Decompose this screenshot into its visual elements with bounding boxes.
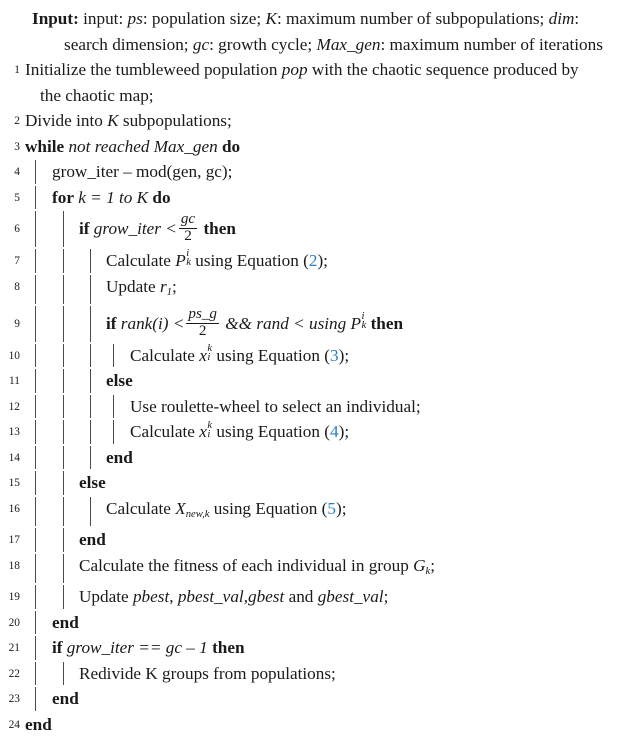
line-number: 17 <box>8 534 20 547</box>
subscript: new,k <box>185 508 210 520</box>
subscript: i <box>207 352 211 364</box>
line-text: grow_iter – mod(gen, gc); <box>52 162 233 181</box>
algorithm-line-21 <box>0 635 622 661</box>
line-text <box>0 274 622 305</box>
fraction-gc-over-2 <box>179 212 197 244</box>
superscript: i <box>361 311 365 323</box>
superscript: i <box>186 248 190 260</box>
line-number: 10 <box>8 349 20 362</box>
t: ; <box>430 555 436 575</box>
t: using Equation ( <box>209 498 328 518</box>
t: Calculate the fitness of each individual in group <box>79 555 414 575</box>
t: Calculate <box>106 251 176 270</box>
var-P-indices <box>361 311 367 334</box>
t: ); <box>336 498 347 518</box>
kw-end: end <box>25 714 52 734</box>
var-x: x <box>199 422 207 442</box>
line-text <box>0 210 622 248</box>
algorithm-line-15 <box>0 470 622 496</box>
cond-rank: rank(i) < <box>120 313 185 333</box>
t: Divide into <box>25 111 108 130</box>
fraction-denominator: 2 <box>186 323 219 340</box>
algorithm-line-4 <box>0 159 622 185</box>
t: using Equation ( <box>212 422 330 442</box>
t: ; <box>383 587 389 607</box>
algorithm-line-2 <box>0 108 622 134</box>
kw-if: if <box>79 219 90 238</box>
param-dim: dim <box>548 9 575 28</box>
input-text-2: : population size; <box>142 9 266 28</box>
line-number: 3 <box>14 140 20 153</box>
param-gc: gc <box>192 34 210 54</box>
subscript: k <box>186 257 191 269</box>
line-text <box>0 584 622 610</box>
line-number: 9 <box>14 317 20 330</box>
t: subpopulations; <box>118 111 232 130</box>
var-r: r <box>159 276 167 296</box>
input-text-6: : growth cycle; <box>209 34 317 54</box>
t: Update <box>79 587 133 607</box>
kw-end: end <box>52 689 79 709</box>
kw-if: if <box>106 313 117 333</box>
algorithm-line-10 <box>0 343 622 369</box>
line-text <box>0 445 622 471</box>
kw-do: do <box>152 187 171 207</box>
algorithm-line-20 <box>0 610 622 636</box>
algorithm-line-12 <box>0 394 622 420</box>
t: using Equation ( <box>212 345 330 365</box>
t: ); <box>317 251 328 270</box>
cond-grow-iter: grow_iter < <box>93 219 177 238</box>
t: Calculate <box>106 498 176 518</box>
superscript: k <box>207 419 213 431</box>
algorithm-line-14 <box>0 445 622 471</box>
equation-ref-5[interactable]: 5 <box>327 498 336 518</box>
kw-end: end <box>52 612 79 632</box>
line-text <box>0 305 622 343</box>
equation-ref-4[interactable]: 4 <box>330 422 339 442</box>
line-text <box>0 686 622 712</box>
var-pbest-val: pbest_val <box>177 587 244 607</box>
loop-range: k = 1 to K <box>78 187 149 207</box>
algorithm-line-23 <box>0 686 622 712</box>
param-max-gen: Max_gen <box>316 34 381 54</box>
t: Calculate <box>130 422 200 442</box>
equation-ref-3[interactable]: 3 <box>330 345 339 365</box>
param-ps: ps <box>127 9 143 28</box>
line-number: 19 <box>8 591 20 604</box>
var-P: P <box>175 251 186 270</box>
param-K: K <box>265 9 277 28</box>
algorithm-line-16 <box>0 496 622 527</box>
line-text <box>0 185 622 211</box>
var-G: G <box>413 555 426 575</box>
algorithm-line-1 <box>0 57 622 108</box>
input-label: Input: <box>32 9 79 28</box>
var-gbest-val: gbest_val <box>317 587 384 607</box>
algorithm-line-22 <box>0 661 622 687</box>
line-number: 12 <box>8 400 20 413</box>
line-text-continued: the chaotic map; <box>40 85 154 105</box>
line-number: 6 <box>14 223 20 235</box>
subscript: i <box>207 428 211 440</box>
subscript: k <box>425 565 431 577</box>
kw-do: do <box>221 136 241 156</box>
line-text: Redivide K groups from populations; <box>79 663 336 683</box>
algorithm-input-header <box>0 6 622 57</box>
t: ); <box>338 422 350 442</box>
t: , <box>169 587 178 607</box>
algorithm-line-8 <box>0 274 622 305</box>
algorithm-line-17 <box>0 527 622 553</box>
line-text <box>0 496 622 527</box>
line-text: Use roulette-wheel to select an individual; <box>130 396 421 416</box>
algorithm-line-19 <box>0 584 622 610</box>
algorithm-line-13 <box>0 419 622 445</box>
kw-else: else <box>79 473 106 493</box>
line-number: 1 <box>14 64 20 76</box>
line-number: 7 <box>14 255 20 267</box>
kw-else: else <box>106 371 133 391</box>
fraction-numerator: ps_g <box>188 306 217 323</box>
t: using Equation ( <box>190 251 309 270</box>
line-text <box>0 635 622 661</box>
algorithm-line-11 <box>0 368 622 394</box>
line-number: 13 <box>8 426 20 439</box>
line-number: 16 <box>8 502 20 515</box>
line-text <box>0 712 622 738</box>
t: ); <box>338 345 350 365</box>
line-number: 23 <box>8 693 20 706</box>
algorithm-line-7 <box>0 248 622 274</box>
var-K: K <box>107 111 119 130</box>
cond-not-reached-max-gen: not reached Max_gen <box>68 136 218 156</box>
cond-grow-iter-eq: grow_iter == gc – 1 <box>66 638 208 658</box>
kw-for: for <box>52 187 74 207</box>
input-text-7: : maximum number of <box>380 34 535 54</box>
line-number: 24 <box>8 718 20 731</box>
line-number: 14 <box>8 451 20 464</box>
kw-end: end <box>106 447 133 467</box>
fraction-denominator: 2 <box>179 228 197 245</box>
var-pop: pop <box>281 60 308 79</box>
t: and <box>284 587 318 607</box>
kw-then: then <box>203 219 236 238</box>
t: Calculate <box>130 345 200 365</box>
line-text <box>0 610 622 636</box>
line-text <box>0 57 622 83</box>
line-number: 15 <box>8 477 20 490</box>
line-number: 20 <box>8 616 20 629</box>
t: Update <box>106 276 160 296</box>
algorithm-line-5 <box>0 185 622 211</box>
kw-if: if <box>52 638 63 658</box>
superscript: k <box>207 343 213 355</box>
line-text <box>0 527 622 553</box>
kw-end: end <box>79 530 106 550</box>
subscript: 1 <box>166 286 172 298</box>
fraction-ps-g-over-2 <box>186 307 219 339</box>
algorithm-line-6 <box>0 210 622 248</box>
line-text <box>0 419 622 445</box>
var-x: x <box>199 345 207 365</box>
var-gbest: gbest <box>247 587 285 607</box>
line-text <box>0 470 622 496</box>
kw-then: then <box>370 313 404 333</box>
line-text <box>0 368 622 394</box>
input-text-1: input: <box>83 9 128 28</box>
line-number: 4 <box>14 166 20 178</box>
line-number: 21 <box>8 642 20 655</box>
line-number: 18 <box>8 559 20 572</box>
input-text-5: search dimension; <box>64 34 193 54</box>
input-text-8: iterations <box>538 34 603 54</box>
line-text <box>0 343 622 369</box>
algorithm-line-9 <box>0 305 622 343</box>
input-text-3: : maximum number of subpopulations; <box>276 9 549 28</box>
kw-then: then <box>212 638 245 658</box>
kw-while: while <box>25 136 65 156</box>
var-P: P <box>350 313 362 333</box>
subscript: k <box>361 320 367 332</box>
line-number: 11 <box>9 375 20 388</box>
algorithm-line-18 <box>0 553 622 584</box>
t: ; <box>171 276 177 296</box>
equation-ref-2[interactable]: 2 <box>308 251 318 270</box>
t: with the chaotic sequence produced by <box>307 60 579 79</box>
line-number: 22 <box>8 667 20 680</box>
line-text <box>0 134 622 160</box>
line-text <box>0 553 622 584</box>
line-number: 2 <box>14 115 20 127</box>
line-number: 8 <box>14 280 20 293</box>
algorithm-line-24 <box>0 712 622 738</box>
line-text <box>0 248 622 274</box>
algorithm-line-3 <box>0 134 622 160</box>
cond-rand: && rand < using <box>225 313 347 333</box>
line-text <box>0 108 622 134</box>
var-pbest: pbest <box>132 587 170 607</box>
t: Initialize the tumbleweed population <box>25 60 282 79</box>
line-number: 5 <box>14 191 20 204</box>
t: , <box>243 587 248 607</box>
input-text-4: : <box>574 9 580 28</box>
var-X: X <box>175 498 186 518</box>
fraction-numerator: gc <box>180 211 196 228</box>
